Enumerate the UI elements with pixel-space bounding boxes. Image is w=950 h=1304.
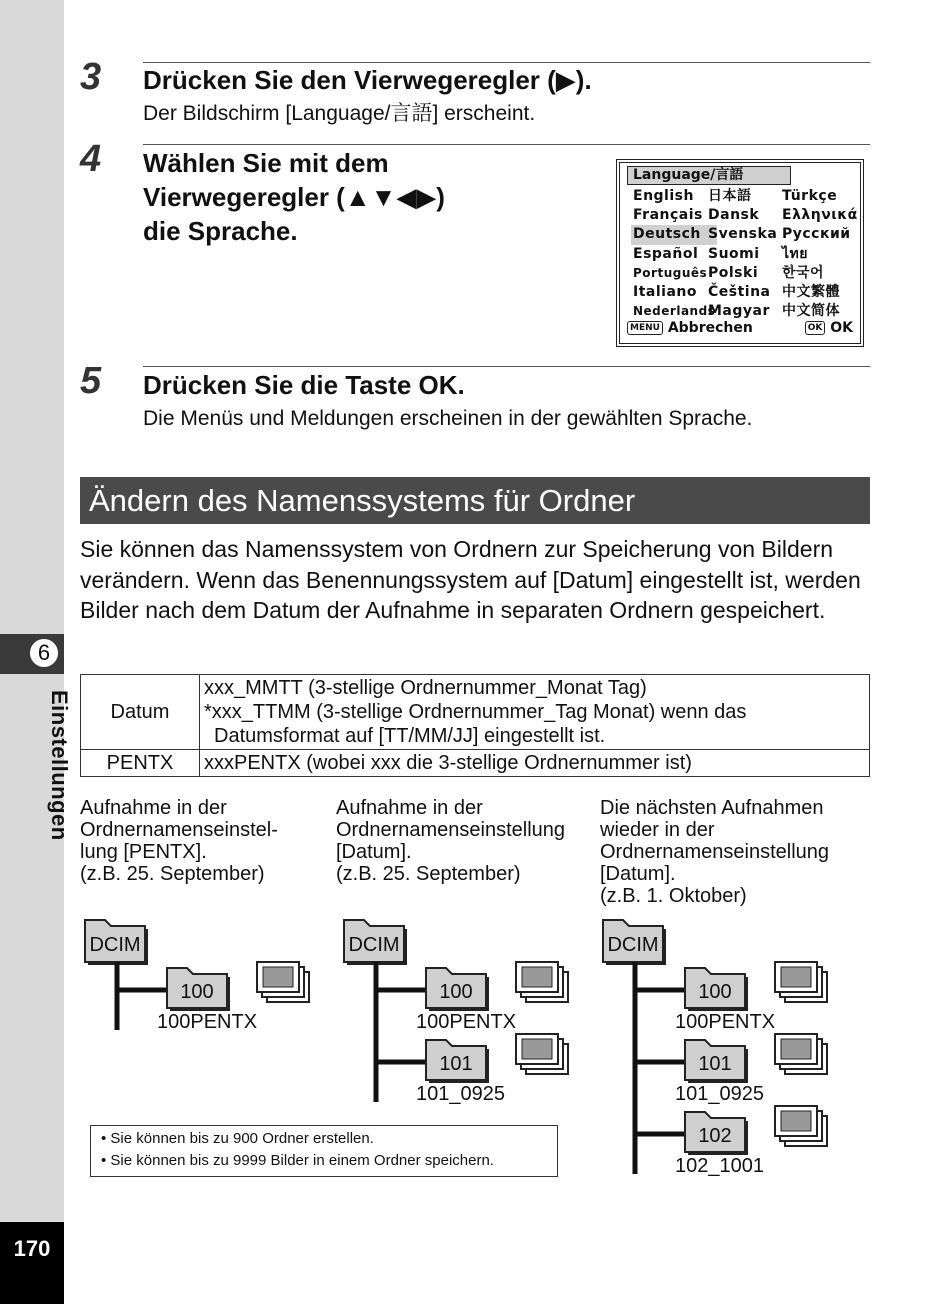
chapter-label: Einstellungen [47,690,72,841]
folder-name-label: 100PENTX [157,1011,258,1033]
subfolder-icon-label: 101 [698,1053,732,1075]
step-5-title: Drücken Sie die Taste OK. [143,370,465,400]
caption-line: Aufnahme in der [336,797,483,819]
language-screen-header: Language/言語 [627,166,791,185]
subfolder-icon-label: 100 [698,981,732,1003]
step-5-body: Die Menüs und Meldungen erscheinen in der gewählten Sprache. [143,407,753,430]
caption-line: Ordnernamenseinstel- [80,819,278,841]
subfolder-icon-label: 102 [698,1125,732,1147]
caption-line: (z.B. 25. September) [80,863,265,885]
caption-line: (z.B. 1. Oktober) [600,885,747,907]
ok-label: OK [830,320,853,336]
language-option[interactable]: Français [633,207,703,224]
ok-key-icon: OK [805,321,826,335]
language-option[interactable]: Português [633,265,708,280]
subfolder-icon-label: 100 [180,981,214,1003]
dcim-folder-icon-label: DCIM [348,934,400,956]
section-heading: Ändern des Namenssystems für Ordner [80,477,870,524]
language-option[interactable]: Italiano [633,283,697,300]
notes-box [90,1125,558,1177]
language-option[interactable]: Español [633,245,699,262]
caption-line: Aufnahme in der [80,797,227,819]
dcim-folder-icon-label: DCIM [89,934,141,956]
language-option[interactable]: 한국어 [782,264,825,281]
folder-name-label: 100PENTX [675,1011,776,1033]
image-stack-icon-picture [781,1111,811,1131]
language-option[interactable]: Ελληνικά [782,207,858,224]
caption-line: (z.B. 25. September) [336,863,521,885]
step-3-body: Der Bildschirm [Language/言語] erscheint. [143,102,536,125]
language-option[interactable]: Čeština [708,283,771,300]
language-option-selected[interactable]: Deutsch [631,225,717,244]
language-option[interactable]: English [633,188,694,204]
image-stack-icon-picture [522,967,552,987]
note-item: • Sie können bis zu 900 Ordner erstellen. [101,1128,547,1150]
table-value: xxxPENTX (wobei xxx die 3-stellige Ordnernummer ist) [200,750,870,777]
folder-name-label: 101_0925 [416,1083,505,1105]
note-item: • Sie können bis zu 9999 Bilder in einem Ordner speichern. [101,1150,547,1172]
chapter-number: 6 [28,637,60,669]
step-4-title-line: Vierwegeregler (▲▼◀▶) [143,182,445,212]
language-option[interactable]: Polski [708,264,759,281]
step-4-title-line: die Sprache. [143,216,298,246]
dcim-folder-icon-label: DCIM [607,934,659,956]
subfolder-icon-label: 101 [439,1053,473,1075]
language-option[interactable]: Nederlands [633,304,716,319]
caption-line: [Datum]. [600,863,676,885]
language-option[interactable]: 中文繁體 [782,283,840,300]
language-option[interactable]: Русский [782,226,851,243]
folder-name-label: 102_1001 [675,1155,764,1177]
folder-name-label: 101_0925 [675,1083,764,1105]
page-number: 170 [13,1236,51,1261]
table-value-line: *xxx_TTMM (3-stellige Ordnernummer_Tag Monat) wenn das [204,701,747,723]
step-3-title: Drücken Sie den Vierwegeregler (▶). [143,65,592,95]
caption-line: Ordnernamenseinstellung [336,819,566,841]
step-5-number: 5 [80,360,102,402]
language-option[interactable]: Svenska [708,226,778,243]
language-option[interactable]: Magyar [708,303,770,320]
section-intro: Sie können das Namenssystem von Ordnern zur Speicherung von Bildern verändern. Wenn das Benennungssystem auf [Datum] eingestellt ist, werden Bilder nach dem Datum der Aufnahme in separaten Ordnern gespeichert. [80,536,861,623]
table-value-line: xxx_MMTT (3-stellige Ordnernummer_Monat Tag) [204,677,647,699]
language-option[interactable]: Dansk [708,207,760,224]
menu-key-icon: MENU [627,321,663,335]
step-4-title-line: Wählen Sie mit dem [143,148,389,178]
step-3-number: 3 [80,56,102,98]
image-stack-icon-picture [522,1039,552,1059]
caption-line: Die nächsten Aufnahmen [600,797,824,819]
language-option[interactable]: ไทย [782,245,808,262]
image-stack-icon-picture [781,967,811,987]
folder-name-label: 100PENTX [416,1011,517,1033]
cancel-label[interactable]: Abbrechen [667,320,753,336]
language-option[interactable]: Türkçe [782,188,838,204]
language-option[interactable]: 日本語 [708,188,752,204]
image-stack-icon-picture [263,967,293,987]
language-option[interactable]: Suomi [708,245,760,262]
caption-line: wieder in der [600,819,715,841]
language-option[interactable]: 中文简体 [782,303,840,320]
step-4-number: 4 [80,138,102,180]
caption-line: lung [PENTX]. [80,841,207,863]
table-key: Datum [81,675,200,750]
table-key: PENTX [81,750,200,777]
table-value-line: Datumsformat auf [TT/MM/JJ] eingestellt ist. [214,725,606,747]
subfolder-icon-label: 100 [439,981,473,1003]
image-stack-icon-picture [781,1039,811,1059]
caption-line: [Datum]. [336,841,412,863]
caption-line: Ordnernamenseinstellung [600,841,830,863]
